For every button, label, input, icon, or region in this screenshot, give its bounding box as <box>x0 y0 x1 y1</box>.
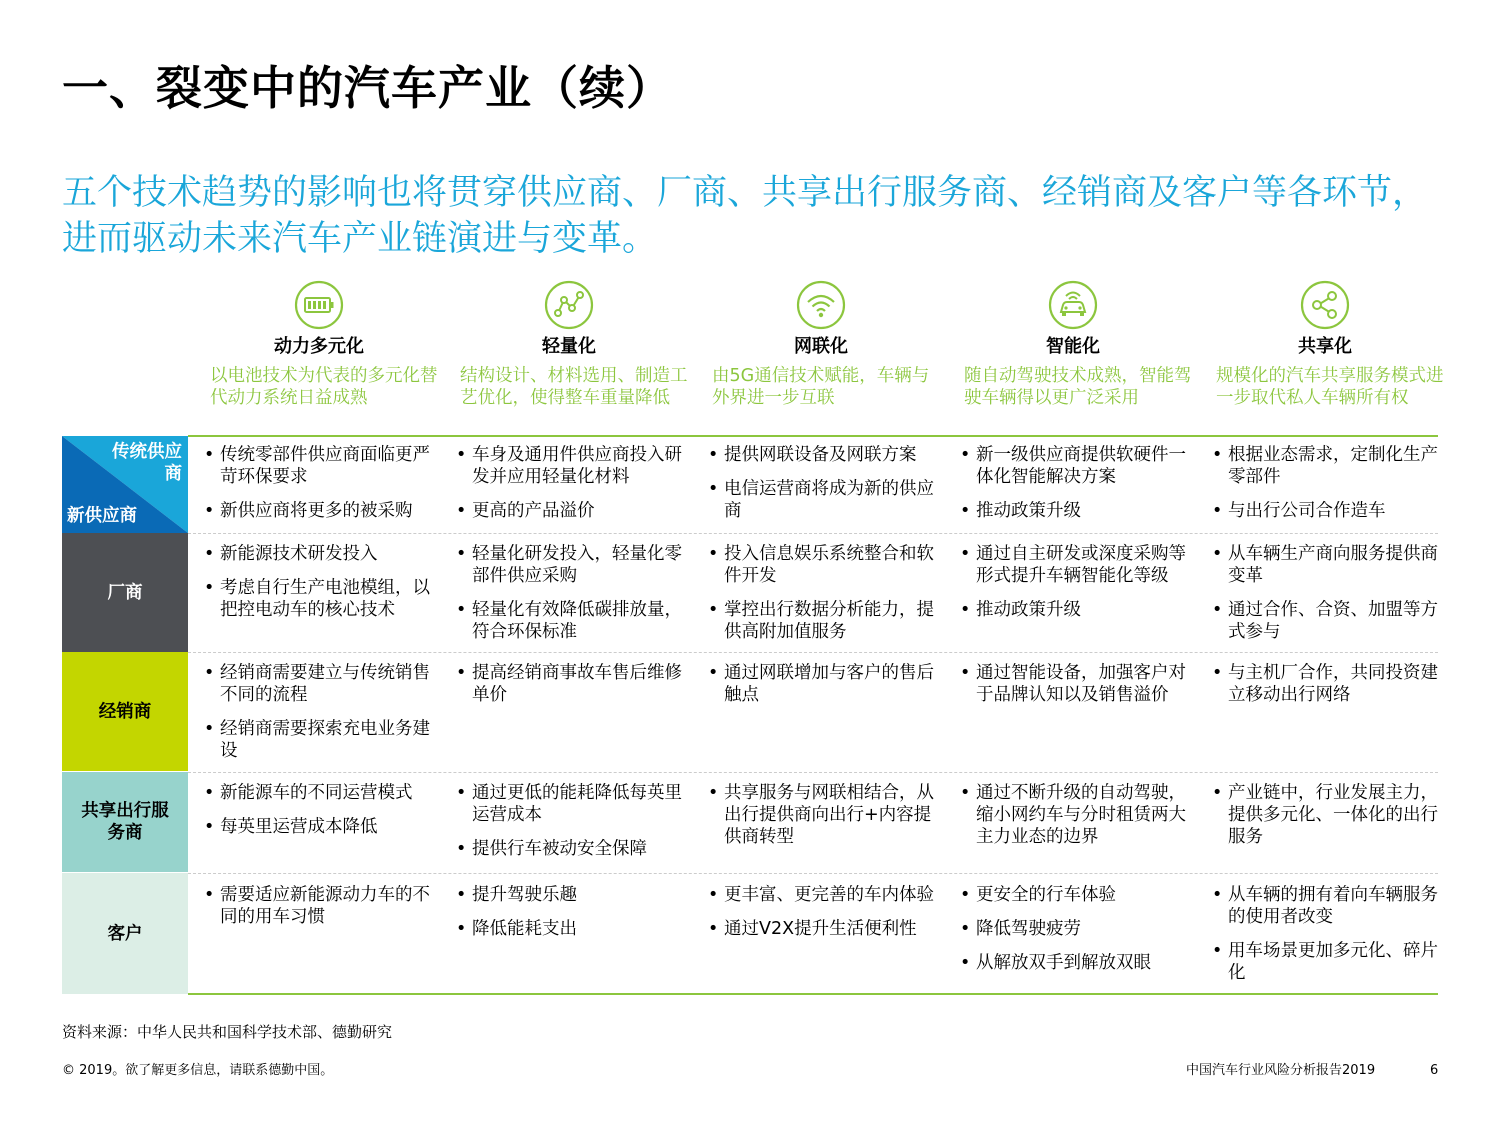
list-item: • 提供网联设备及网联方案 <box>704 444 942 466</box>
list-item: • 降低能耗支出 <box>452 918 690 940</box>
column-description: 规模化的汽车共享服务模式进一步取代私人车辆所有权 <box>1216 366 1444 408</box>
row-label-text: 共享出行服务商 <box>81 801 169 843</box>
column-description: 由5G通信技术赋能，车辆与外界进一步互联 <box>712 366 930 408</box>
column-header-power <box>200 280 438 409</box>
table-cell <box>452 782 690 872</box>
column-header-connected <box>702 280 940 409</box>
table-cell <box>956 782 1194 860</box>
list-item: • 推动政策升级 <box>956 599 1194 621</box>
list-item: • 轻量化有效降低碳排放量，符合环保标准 <box>452 599 690 643</box>
list-item: • 提高经销商事故车售后维修单价 <box>452 662 690 706</box>
list-item: • 电信运营商将成为新的供应商 <box>704 478 942 522</box>
list-item: • 通过V2X提升生活便利性 <box>704 918 942 940</box>
list-item: • 每英里运营成本降低 <box>200 816 438 838</box>
footer-copyright: © 2019。欲了解更多信息，请联系德勤中国。 <box>62 1063 334 1078</box>
footer-report-title: 中国汽车行业风险分析报告2019 <box>1186 1063 1376 1078</box>
list-item: • 更安全的行车体验 <box>956 884 1194 906</box>
table-cell <box>1208 543 1446 655</box>
list-item: • 通过更低的能耗降低每英里运营成本 <box>452 782 690 826</box>
table-bottom-border <box>188 993 1438 995</box>
list-item: • 轻量化研发投入，轻量化零部件供应采购 <box>452 543 690 587</box>
column-title: 共享化 <box>1298 336 1352 357</box>
column-description: 随自动驾驶技术成熟，智能驾驶车辆得以更广泛采用 <box>964 366 1192 408</box>
table-cell <box>200 662 438 774</box>
table-cell <box>1208 782 1440 860</box>
row-label-text: 经销商 <box>98 701 152 722</box>
list-item: • 从解放双手到解放双眼 <box>956 952 1194 974</box>
list-item: • 传统零部件供应商面临更严苛环保要求 <box>200 444 438 488</box>
list-item: • 通过合作、合资、加盟等方式参与 <box>1208 599 1446 643</box>
list-item: • 通过不断升级的自动驾驶，缩小网约车与分时租赁两大主力业态的边界 <box>956 782 1194 848</box>
list-item: • 与主机厂合作，共同投资建立移动出行网络 <box>1208 662 1446 706</box>
list-item: • 从车辆生产商向服务提供商变革 <box>1208 543 1446 587</box>
list-item: • 共享服务与网联相结合，从出行提供商向出行+内容提供商转型 <box>704 782 942 848</box>
page-title: 一、裂变中的汽车产业（续） <box>62 61 673 115</box>
page-number: 6 <box>1430 1063 1439 1078</box>
table-cell <box>1208 884 1446 996</box>
row-label-manufacturers <box>62 533 188 652</box>
row-label-text: 客户 <box>107 923 143 944</box>
list-item: • 推动政策升级 <box>956 500 1194 522</box>
column-header-lightweight <box>450 280 688 409</box>
table-cell <box>452 543 690 655</box>
list-item: • 投入信息娱乐系统整合和软件开发 <box>704 543 942 587</box>
list-item: • 从车辆的拥有着向车辆服务的使用者改变 <box>1208 884 1446 928</box>
list-item: • 新能源技术研发投入 <box>200 543 438 565</box>
list-item: • 通过自主研发或深度采购等形式提升车辆智能化等级 <box>956 543 1194 587</box>
column-header-shared <box>1206 280 1444 409</box>
list-item: • 更高的产品溢价 <box>452 500 690 522</box>
list-item: • 新供应商将更多的被采购 <box>200 500 438 522</box>
table-cell <box>200 543 438 633</box>
table-cell <box>956 884 1194 986</box>
list-item: • 车身及通用件供应商投入研发并应用轻量化材料 <box>452 444 690 488</box>
share-icon <box>1300 280 1350 330</box>
row-label-traditional-suppliers: 传统供应商 <box>112 442 182 484</box>
list-item: • 新能源车的不同运营模式 <box>200 782 438 804</box>
table-cell <box>704 543 942 655</box>
list-item: • 用车场景更加多元化、碎片化 <box>1208 940 1446 984</box>
list-item: • 降低驾驶疲劳 <box>956 918 1194 940</box>
column-header-intelligent <box>954 280 1192 409</box>
column-title: 智能化 <box>1046 336 1100 357</box>
network-nodes-icon <box>544 280 594 330</box>
smart-car-icon <box>1048 280 1098 330</box>
table-cell <box>200 782 438 850</box>
page-subtitle: 五个技术趋势的影响也将贯穿供应商、厂商、共享出行服务商、经销商及客户等各环节，进而驱动未来汽车产业链演进与变革。 <box>62 173 1428 259</box>
table-cell <box>704 662 942 718</box>
table-top-border <box>188 435 1438 437</box>
list-item: • 通过智能设备，加强客户对于品牌认知以及销售溢价 <box>956 662 1194 706</box>
row-label-new-suppliers: 新供应商 <box>67 506 137 526</box>
table-cell <box>704 444 942 534</box>
table-cell <box>956 662 1194 718</box>
column-description: 以电池技术为代表的多元化替代动力系统日益成熟 <box>210 366 438 408</box>
table-cell <box>1208 662 1446 718</box>
table-cell <box>704 782 942 860</box>
list-item: • 根据业态需求，定制化生产零部件 <box>1208 444 1446 488</box>
table-cell <box>200 444 438 534</box>
list-item: • 经销商需要探索充电业务建设 <box>200 718 438 762</box>
list-item: • 与出行公司合作造车 <box>1208 500 1446 522</box>
table-cell <box>452 662 690 718</box>
wifi-icon <box>796 280 846 330</box>
table-cell <box>452 884 690 952</box>
list-item: • 掌控出行数据分析能力，提供高附加值服务 <box>704 599 942 643</box>
battery-icon <box>294 280 344 330</box>
row-label-customers <box>62 873 188 994</box>
row-divider <box>188 772 1438 773</box>
table-cell <box>200 884 438 940</box>
list-item: • 新一级供应商提供软硬件一体化智能解决方案 <box>956 444 1194 488</box>
row-label-suppliers <box>62 436 188 533</box>
list-item: • 更丰富、更完善的车内体验 <box>704 884 942 906</box>
row-divider <box>188 873 1438 874</box>
row-divider <box>188 652 1438 653</box>
row-label-dealers <box>62 652 188 771</box>
list-item: • 产业链中，行业发展主力，提供多元化、一体化的出行服务 <box>1208 782 1440 848</box>
column-description: 结构设计、材料选用、制造工艺优化，使得整车重量降低 <box>460 366 688 408</box>
list-item: • 提供行车被动安全保障 <box>452 838 690 860</box>
table-cell <box>452 444 690 534</box>
list-item: • 提升驾驶乐趣 <box>452 884 690 906</box>
table-cell <box>1208 444 1446 534</box>
column-title: 动力多元化 <box>274 336 364 357</box>
list-item: • 通过网联增加与客户的售后触点 <box>704 662 942 706</box>
table-cell <box>956 444 1194 534</box>
table-cell <box>704 884 942 952</box>
row-divider <box>188 533 1438 534</box>
column-title: 轻量化 <box>542 336 596 357</box>
list-item: • 考虑自行生产电池模组，以把控电动车的核心技术 <box>200 577 438 621</box>
column-title: 网联化 <box>794 336 848 357</box>
list-item: • 需要适应新能源动力车的不同的用车习惯 <box>200 884 438 928</box>
row-label-shared-mobility <box>62 772 188 872</box>
table-cell <box>956 543 1194 633</box>
source-note: 资料来源：中华人民共和国科学技术部、德勤研究 <box>62 1023 393 1041</box>
list-item: • 经销商需要建立与传统销售不同的流程 <box>200 662 438 706</box>
row-label-text: 厂商 <box>107 582 143 603</box>
